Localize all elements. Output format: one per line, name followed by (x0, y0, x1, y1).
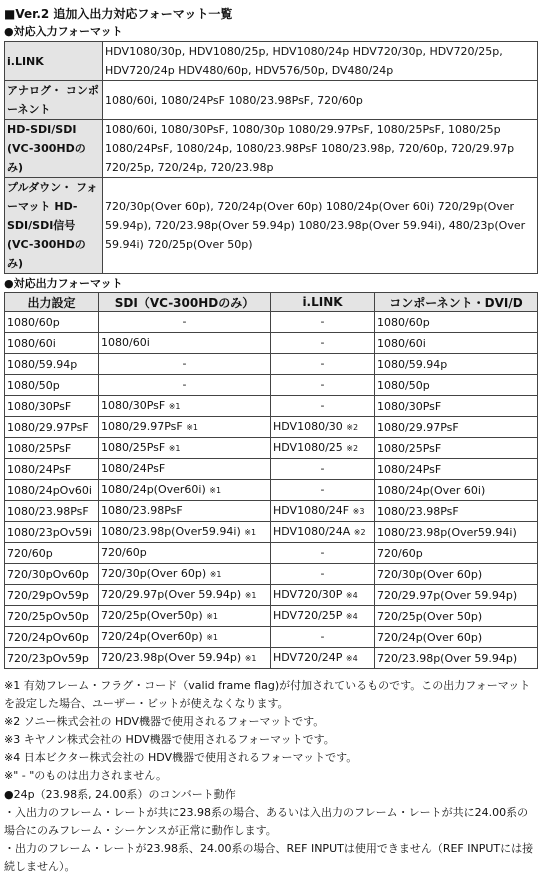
cell-component-text: 720/25p(Over 50p) (377, 609, 483, 623)
cell-sdi-note: ※1 (186, 423, 198, 432)
cell-ilink (271, 543, 375, 564)
cell-sdi (99, 438, 271, 459)
cell-sdi (99, 459, 271, 480)
cell-sdi-note: ※1 (206, 633, 218, 642)
cell-sdi-text: 720/24p(Over60p) (101, 630, 203, 643)
cell-sdi-text: 720/29.97p(Over 59.94p) (101, 588, 242, 601)
cell-sdi (99, 585, 271, 606)
cell-ilink-text: - (320, 357, 325, 370)
cell-sdi-text: 1080/23.98p(Over59.94i) (101, 525, 241, 538)
cell-setting (5, 606, 99, 627)
cell-ilink-text: HDV720/30P (273, 588, 343, 601)
cell-ilink (271, 438, 375, 459)
cell-sdi (99, 396, 271, 417)
table-row (5, 543, 538, 564)
cell-ilink (271, 606, 375, 627)
convert-note-2: ・出力のフレーム・レートが23.98系、24.00系の場合、REF INPUTは使用できません（REF INPUTには接続しません）。 (4, 842, 534, 873)
page-title: ■Ver.2 追加入出力対応フォーマット一覧 (4, 7, 233, 21)
note-5: ※" - "のものは出力されません。 (4, 769, 167, 782)
cell-component-text: 1080/23.98PsF (377, 504, 459, 518)
cell-ilink-note: ※2 (353, 528, 366, 537)
cell-sdi-text: 720/25p(Over50p) (101, 609, 203, 622)
cell-sdi-text: 1080/29.97PsF (101, 420, 183, 433)
cell-component-text: 720/30p(Over 60p) (377, 567, 483, 581)
cell-setting-text: 1080/25PsF (7, 441, 72, 455)
cell-component-text: 1080/60i (377, 336, 426, 350)
cell-sdi (99, 375, 271, 396)
cell-ilink-note: ※2 (346, 444, 359, 453)
cell-setting (5, 501, 99, 522)
cell-sdi (99, 417, 271, 438)
cell-setting (5, 396, 99, 417)
table-row (5, 417, 538, 438)
input-label: アナログ・ コンポーネント (5, 81, 103, 120)
input-label: プルダウン・ フォーマット HD-SDI/SDI信号 (VC-300HDのみ) (5, 178, 103, 274)
table-row (5, 459, 538, 480)
output-section-heading: ●対応出力フォーマット (4, 277, 123, 290)
table-row (5, 178, 538, 274)
cell-sdi (99, 543, 271, 564)
cell-component (375, 501, 538, 522)
cell-ilink (271, 375, 375, 396)
cell-component (375, 585, 538, 606)
cell-ilink (271, 480, 375, 501)
column-header-component: コンポーネント・DVI/D (375, 293, 538, 312)
cell-setting (5, 354, 99, 375)
cell-ilink (271, 585, 375, 606)
cell-sdi-note: ※1 (244, 654, 257, 663)
table-row (5, 522, 538, 543)
table-row (5, 312, 538, 333)
cell-ilink-text: - (320, 546, 325, 559)
input-section-heading: ●対応入力フォーマット (4, 25, 123, 38)
cell-sdi-note: ※1 (209, 570, 222, 579)
cell-component-text: 720/24p(Over 60p) (377, 630, 483, 644)
cell-component-text: 1080/25PsF (377, 441, 442, 455)
input-value: 720/30p(Over 60p), 720/24p(Over 60p) 1080/24p(Over 60i) 720/29p(Over 59.94p), 720/23.98p(Over 59.94p) 1080/23.98p(Over 59.94i), 480/23p(Over 59.94i) 720/25p(Over 50p) (103, 178, 538, 274)
cell-sdi (99, 354, 271, 375)
note-2: ※2 ソニー株式会社の HDV機器で使用されるフォーマットです。 (4, 715, 325, 728)
cell-ilink-text: - (320, 315, 325, 328)
cell-setting-text: 720/60p (7, 546, 53, 560)
cell-component (375, 648, 538, 669)
cell-ilink-text: HDV1080/30 (273, 420, 343, 433)
cell-ilink (271, 333, 375, 354)
cell-component (375, 543, 538, 564)
note-3: ※3 キヤノン株式会社の HDV機器で使用されるフォーマットです。 (4, 733, 335, 746)
note-1: ※1 有効フレーム・フラグ・コード（valid frame flag)が付加されているものです。この出力フォーマットを設定した場合、ユーザー・ビットが使えなくなります。 (4, 679, 531, 710)
cell-sdi-text: 720/30p(Over 60p) (101, 567, 207, 580)
cell-ilink (271, 564, 375, 585)
cell-sdi-note: ※1 (168, 444, 181, 453)
cell-setting (5, 480, 99, 501)
cell-sdi (99, 606, 271, 627)
table-row (5, 120, 538, 178)
cell-sdi-note: ※1 (244, 591, 257, 600)
cell-setting (5, 375, 99, 396)
input-value: 1080/60i, 1080/30PsF, 1080/30p 1080/29.97PsF, 1080/25PsF, 1080/25p 1080/24PsF, 1080/24p, 1080/23.98PsF 1080/23.98p, 720/60p, 720/29.97p 720/25p, 720/24p, 720/23.98p (103, 120, 538, 178)
cell-setting (5, 438, 99, 459)
cell-component (375, 375, 538, 396)
cell-sdi (99, 648, 271, 669)
cell-ilink-text: HDV720/25P (273, 609, 343, 622)
cell-setting (5, 417, 99, 438)
cell-ilink-text: HDV1080/25 (273, 441, 343, 454)
cell-ilink-note: ※4 (345, 654, 358, 663)
cell-component (375, 396, 538, 417)
cell-ilink-text: - (320, 567, 325, 580)
table-row (5, 396, 538, 417)
output-format-table (4, 292, 538, 669)
cell-component-text: 1080/30PsF (377, 399, 442, 413)
table-row (5, 564, 538, 585)
cell-sdi (99, 501, 271, 522)
cell-component (375, 354, 538, 375)
cell-ilink-text: - (320, 483, 325, 496)
cell-setting (5, 312, 99, 333)
cell-ilink-text: HDV1080/24F (273, 504, 350, 517)
table-row (5, 81, 538, 120)
cell-sdi-text: 1080/24p(Over60i) (101, 483, 206, 496)
cell-sdi-text: 720/60p (101, 546, 147, 559)
cell-ilink-text: - (320, 378, 325, 391)
cell-ilink-note: ※2 (346, 423, 359, 432)
note-4: ※4 日本ビクター株式会社の HDV機器で使用されるフォーマットです。 (4, 751, 358, 764)
cell-sdi-text: 720/23.98p(Over 59.94p) (101, 651, 242, 664)
cell-sdi-text: - (182, 315, 187, 328)
cell-setting-text: 1080/50p (7, 378, 60, 392)
cell-ilink-text: - (320, 399, 325, 412)
cell-component (375, 333, 538, 354)
cell-setting-text: 1080/29.97PsF (7, 420, 89, 434)
cell-setting-text: 720/29pOv59p (7, 588, 89, 602)
cell-sdi-note: ※1 (209, 486, 222, 495)
table-row (5, 375, 538, 396)
table-row (5, 42, 538, 81)
cell-setting (5, 564, 99, 585)
cell-component-text: 720/60p (377, 546, 423, 560)
cell-ilink (271, 627, 375, 648)
table-row (5, 354, 538, 375)
input-format-table (4, 41, 538, 274)
cell-sdi-text: - (182, 378, 187, 391)
cell-sdi (99, 333, 271, 354)
cell-component-text: 1080/24p(Over 60i) (377, 483, 486, 497)
cell-sdi-text: 1080/24PsF (101, 462, 166, 475)
cell-ilink (271, 459, 375, 480)
cell-ilink-text: - (320, 462, 325, 475)
cell-setting-text: 1080/60p (7, 315, 60, 329)
cell-component (375, 627, 538, 648)
cell-sdi-text: 1080/30PsF (101, 399, 166, 412)
cell-sdi-note: ※1 (244, 528, 257, 537)
cell-component-text: 720/29.97p(Over 59.94p) (377, 588, 518, 602)
cell-setting-text: 1080/23pOv59i (7, 525, 92, 539)
cell-ilink (271, 648, 375, 669)
table-row (5, 606, 538, 627)
cell-sdi (99, 522, 271, 543)
cell-ilink-note: ※4 (345, 612, 358, 621)
cell-component (375, 564, 538, 585)
cell-setting (5, 585, 99, 606)
cell-component-text: 1080/50p (377, 378, 430, 392)
cell-setting-text: 720/25pOv50p (7, 609, 89, 623)
cell-setting-text: 1080/24PsF (7, 462, 72, 476)
cell-ilink (271, 417, 375, 438)
table-row (5, 501, 538, 522)
cell-setting-text: 1080/30PsF (7, 399, 72, 413)
cell-ilink-text: HDV720/24P (273, 651, 343, 664)
cell-ilink (271, 312, 375, 333)
cell-component-text: 1080/23.98p(Over59.94i) (377, 525, 517, 539)
cell-component-text: 1080/29.97PsF (377, 420, 459, 434)
cell-sdi-text: - (182, 357, 187, 370)
table-row (5, 585, 538, 606)
cell-ilink-note: ※3 (352, 507, 365, 516)
cell-ilink-text: - (320, 630, 325, 643)
cell-setting (5, 648, 99, 669)
cell-setting-text: 1080/23.98PsF (7, 504, 89, 518)
cell-setting-text: 1080/24pOv60i (7, 483, 92, 497)
cell-ilink (271, 501, 375, 522)
cell-ilink-text: - (320, 336, 325, 349)
cell-sdi-note: ※1 (168, 402, 181, 411)
column-header-setting: 出力設定 (5, 293, 99, 312)
cell-component (375, 438, 538, 459)
input-label: HD-SDI/SDI (VC-300HDのみ) (5, 120, 103, 178)
cell-ilink-text: HDV1080/24A (273, 525, 351, 538)
notes (4, 677, 538, 876)
cell-component (375, 459, 538, 480)
cell-ilink-note: ※4 (345, 591, 358, 600)
cell-component (375, 480, 538, 501)
cell-sdi (99, 480, 271, 501)
convert-note-1: ・入出力のフレーム・レートが共に23.98系の場合、あるいは入出力のフレーム・レートが共に24.00系の場合にのみフレーム・シーケンスが正常に動作します。 (4, 806, 529, 837)
cell-ilink (271, 354, 375, 375)
input-value: 1080/60i, 1080/24PsF 1080/23.98PsF, 720/60p (103, 81, 538, 120)
output-table-body (5, 312, 538, 669)
cell-setting (5, 627, 99, 648)
cell-setting (5, 459, 99, 480)
cell-sdi (99, 627, 271, 648)
cell-ilink (271, 396, 375, 417)
table-row (5, 333, 538, 354)
cell-setting (5, 522, 99, 543)
cell-component-text: 720/23.98p(Over 59.94p) (377, 651, 518, 665)
cell-setting (5, 333, 99, 354)
cell-sdi-text: 1080/23.98PsF (101, 504, 183, 517)
convert-heading: ●24p（23.98系, 24.00系）のコンバート動作 (4, 788, 236, 801)
cell-sdi-text: 1080/25PsF (101, 441, 166, 454)
page (4, 6, 538, 876)
input-value: HDV1080/30p, HDV1080/25p, HDV1080/24p HDV720/30p, HDV720/25p, HDV720/24p HDV480/60p, HDV576/50p, DV480/24p (103, 42, 538, 81)
cell-sdi-text: 1080/60i (101, 336, 150, 349)
table-row (5, 627, 538, 648)
cell-setting (5, 543, 99, 564)
cell-setting-text: 1080/59.94p (7, 357, 78, 371)
cell-component-text: 1080/24PsF (377, 462, 442, 476)
cell-sdi-note: ※1 (206, 612, 218, 621)
cell-sdi (99, 564, 271, 585)
cell-setting-text: 1080/60i (7, 336, 56, 350)
cell-ilink (271, 522, 375, 543)
column-header-ilink: i.LINK (271, 293, 375, 312)
cell-component (375, 417, 538, 438)
cell-component (375, 606, 538, 627)
table-row (5, 438, 538, 459)
table-row (5, 648, 538, 669)
cell-component-text: 1080/60p (377, 315, 430, 329)
table-header-row (5, 293, 538, 312)
cell-setting-text: 720/30pOv60p (7, 567, 89, 581)
cell-sdi (99, 312, 271, 333)
cell-setting-text: 720/24pOv60p (7, 630, 89, 644)
table-row (5, 480, 538, 501)
cell-component (375, 522, 538, 543)
cell-setting-text: 720/23pOv59p (7, 651, 89, 665)
column-header-sdi: SDI（VC-300HDのみ） (99, 293, 271, 312)
cell-component-text: 1080/59.94p (377, 357, 448, 371)
input-label: i.LINK (5, 42, 103, 81)
cell-component (375, 312, 538, 333)
